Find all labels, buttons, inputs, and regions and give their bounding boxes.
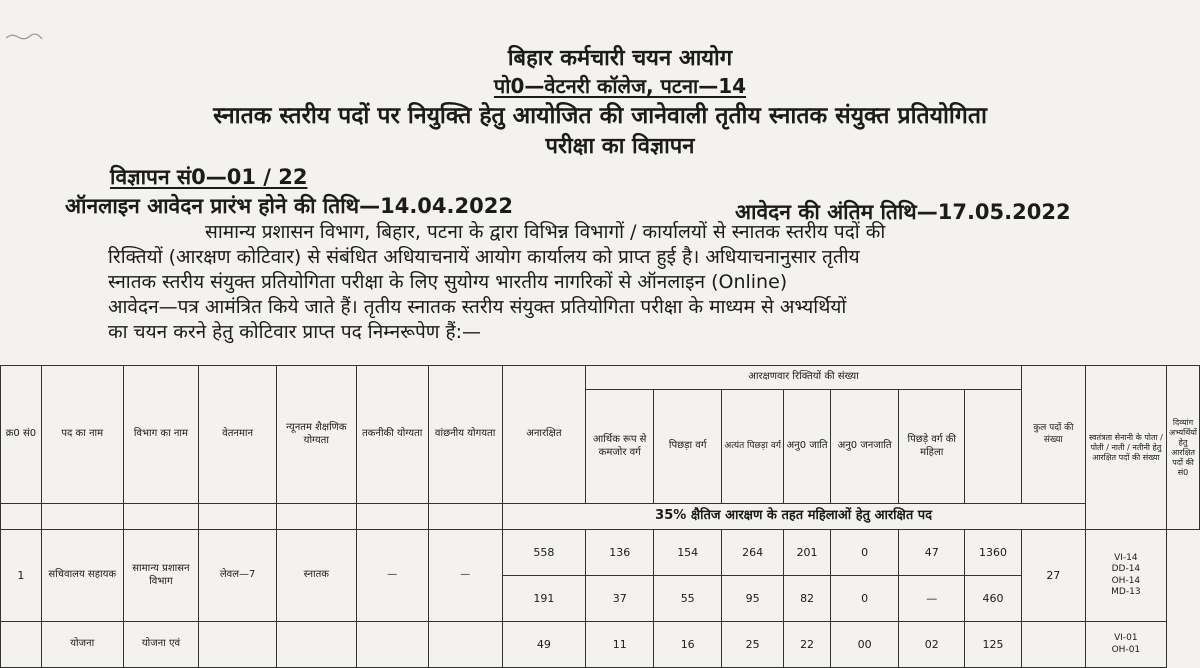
row1-all-sc: 201 [784,530,831,576]
divyang-item: VI-14 [1114,553,1138,563]
row1-tech: — [356,530,428,622]
header-pay: वेतनमान [199,366,277,504]
row1-women-unreserved: 191 [502,576,586,622]
advert-title-line1: स्नातक स्तरीय पदों पर नियुक्ति हेतु आयोजित की जानेवाली तृतीय स्नातक संयुक्त प्रतियोगिता [213,103,987,129]
row1-sno: 1 [1,530,42,622]
header-reserved-group: आरक्षणवार रिक्तियों की संख्या [586,366,1022,390]
row2-all-sc: 22 [784,622,831,668]
row2-min-edu [276,622,356,668]
row2-desired [428,622,502,668]
application-start-date: ऑनलाइन आवेदन प्रारंभ होने की तिथि—14.04.2022 [65,194,513,218]
advert-number: विज्ञापन सं0—01 / 22 [110,165,308,189]
header-freedom-fighter: स्वतंत्रता सेनानी के पोता / पोती / नाती / नतीनी हेतु आरक्षित पदों की संख्या [1085,366,1166,530]
row1-all-unreserved: 558 [502,530,586,576]
header-spacer [1,504,42,530]
row1-all-st: 0 [831,530,899,576]
vacancy-table [0,365,1200,668]
row1-all-bcw: 47 [899,530,965,576]
divyang-item: DD-14 [1111,564,1141,575]
row2-all-ews: 11 [586,622,654,668]
row1-all-ebc: 264 [722,530,784,576]
row1-women-sc: 82 [784,576,831,622]
address-text: पो0—वेटनरी कॉलेज, पटना—14 [493,74,747,98]
header-ebc: अत्यंत पिछड़ा वर्ग [722,390,784,504]
women-reservation-banner: 35% क्षैतिज आरक्षण के तहत महिलाओं हेतु आरक्षित पद [502,504,1085,530]
header-spacer [41,504,123,530]
divyang-item: MD-13 [1111,586,1141,597]
row1-all-ews: 136 [586,530,654,576]
header-unreserved: अनारक्षित [502,366,586,504]
row1-women-bc: 55 [654,576,722,622]
row2-post: योजना [41,622,123,668]
row1-pay: लेवल—7 [199,530,277,622]
row2-pay [199,622,277,668]
row1-freedom: 27 [1021,530,1085,622]
header-spacer [356,504,428,530]
advert-title-line2: परीक्षा का विज्ञापन [545,134,695,159]
header-min-edu: न्यूनतम शैक्षणिक योग्यता [276,366,356,504]
header-total: कुल पदों की संख्या [1021,366,1085,504]
row1-min-edu: स्नातक [276,530,356,622]
row2-all-bcw: 02 [899,622,965,668]
row1-women-bcw: — [899,576,965,622]
header-sc: अनु0 जाति [784,390,831,504]
header-tech: तकनीकी योग्यता [356,366,428,504]
header-spacer [199,504,277,530]
row2-dept: योजना एवं [123,622,199,668]
row2-all-unreserved: 49 [502,622,586,668]
header-dept: विभाग का नाम [123,366,199,504]
row1-all-bc: 154 [654,530,722,576]
paragraph-line: आवेदन—पत्र आमंत्रित किये जाते हैं। तृतीय स्नातक स्तरीय संयुक्त प्रतियोगिता परीक्षा के माध्यम से अभ्यर्थियों [108,296,847,318]
paragraph-line: का चयन करने हेतु कोटिवार प्राप्त पद निम्नरूपेण हैं:— [108,321,482,343]
paragraph-line: रिक्तियों (आरक्षण कोटिवार) से संबंधित अधियाचनायें आयोग कार्यालय को प्राप्त हुई है। अधियाचनानुसार तृतीय [108,246,860,268]
row2-freedom [1021,622,1085,668]
header-spacer [428,504,502,530]
row1-desired: — [428,530,502,622]
row2-sno [1,622,42,668]
row1-dept: सामान्य प्रशासन विभाग [123,530,199,622]
row1-women-total: 460 [965,576,1022,622]
row1-women-ebc: 95 [722,576,784,622]
header-sno: क्र0 सं0 [1,366,42,504]
organization-name: बिहार कर्मचारी चयन आयोग [507,46,733,71]
organization-address [20,72,1200,99]
row2-all-bc: 16 [654,622,722,668]
header-bcw: पिछड़े वर्ग की महिला [899,390,965,504]
paragraph-line: सामान्य प्रशासन विभाग, बिहार, पटना के द्वारा विभिन्न विभागों / कार्यालयों से स्नातक स्तरीय पदों की [205,221,886,243]
row1-all-total: 1360 [965,530,1022,576]
divyang-item: OH-01 [1111,644,1141,655]
header-divyang: दिव्यांग अभ्यर्थियों हेतु आरक्षित पदों की सं0 [1167,366,1200,530]
header-st: अनु0 जनजाति [831,390,899,504]
row2-tech [356,622,428,668]
row2-all-ebc: 25 [722,622,784,668]
row2-divyang [1085,622,1166,668]
application-last-date: आवेदन की अंतिम तिथि—17.05.2022 [735,200,1071,224]
divyang-item: VI-01 [1114,633,1138,644]
header-post: पद का नाम [41,366,123,504]
divyang-item: OH-14 [1111,575,1141,586]
header-desired: वांछनीय योगयता [428,366,502,504]
row1-women-ews: 37 [586,576,654,622]
row1-women-st: 0 [831,576,899,622]
row1-post: सचिवालय सहायक [41,530,123,622]
header-spacer [276,504,356,530]
header-ews: आर्थिक रूप से कमजोर वर्ग [586,390,654,504]
row2-all-total: 125 [965,622,1022,668]
row1-divyang [1085,530,1166,622]
row2-all-st: 00 [831,622,899,668]
header-spacer [123,504,199,530]
header-bc: पिछड़ा वर्ग [654,390,722,504]
paragraph-line: स्नातक स्तरीय संयुक्त प्रतियोगिता परीक्षा के लिए सुयोग्य भारतीय नागरिकों से ऑनलाइन (Online) [108,271,788,293]
